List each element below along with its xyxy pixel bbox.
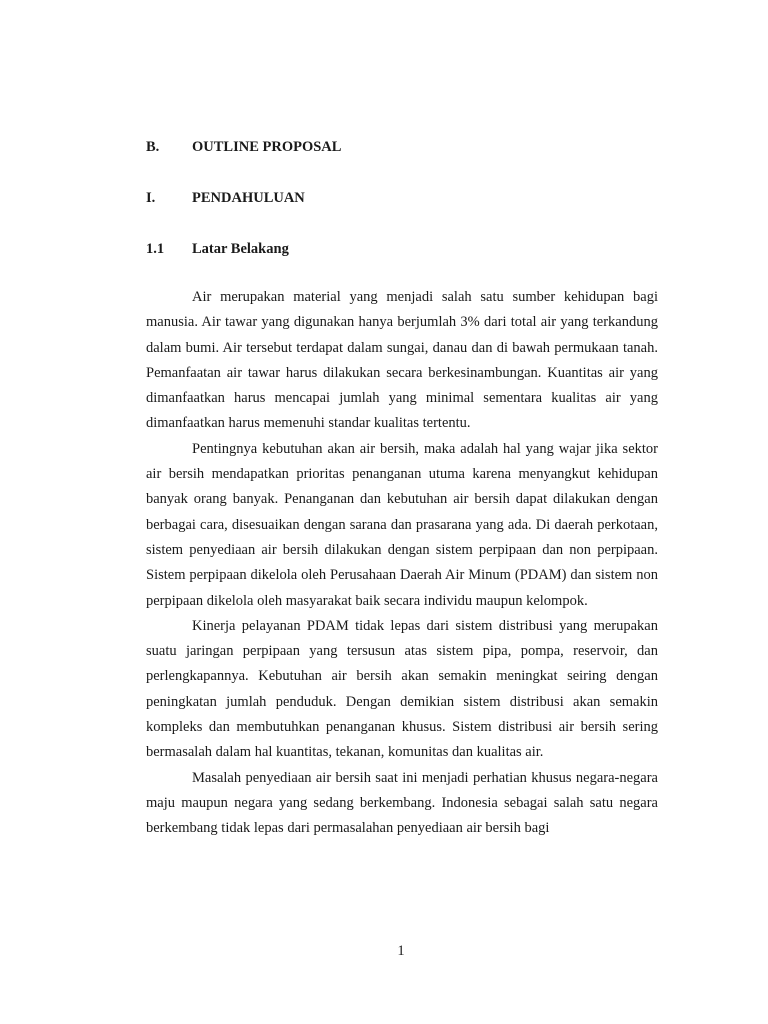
section-number: B. xyxy=(146,139,160,155)
paragraph: Air merupakan material yang menjadi salah satu sumber kehidupan bagi manusia. Air tawar yang digunakan hanya berjumlah 3% dari total air yang terkandung dalam bumi. Air tersebut terdapat dalam sungai, danau dan di bawah permukaan tanah. Pemanfaatan air tawar harus dilakukan secara berkesinambungan. Kuantitas air yang dimanfaatkan harus mencapai jumlah yang minimal sementara kualitas air yang dimanfaatkan harus memenuhi standar kualitas tertentu. xyxy=(146,289,658,432)
body-text xyxy=(146,285,658,842)
paragraph: Kinerja pelayanan PDAM tidak lepas dari sistem distribusi yang merupakan suatu jaringan perpipaan yang tersusun atas sistem pipa, pompa, reservoir, dan perlengkapannya. Kebutuhan air bersih akan semakin meningkat seiring dengan peningkatan jumlah penduduk. Dengan demikian sistem distribusi akan semakin kompleks dan membutuhkan penanganan khusus. Sistem distribusi air bersih sering bermasalah dalam hal kuantitas, tekanan, komunitas dan kualitas air. xyxy=(146,617,658,761)
subsection-number: 1.1 xyxy=(146,241,165,257)
page-number: 1 xyxy=(397,943,405,959)
section-title: OUTLINE PROPOSAL xyxy=(192,139,342,155)
paragraph: Pentingnya kebutuhan akan air bersih, maka adalah hal yang wajar jika sektor air bersih mendapatkan prioritas penanganan utuma karena menyangkut kehidupan banyak orang banyak. Penanganan dan kebutuhan air bersih dapat dilakukan dengan berbagai cara, disesuaikan dengan sarana dan prasarana yang ada. Di daerah perkotaan, sistem penyediaan air bersih dilakukan dengan sistem perpipaan dan non perpipaan. Sistem perpipaan dikelola oleh Perusahaan Daerah Air Minum (PDAM) dan sistem non perpipaan dikelola oleh masyarakat baik secara individu maupun kelompok. xyxy=(146,440,658,609)
paragraph: Masalah penyediaan air bersih saat ini menjadi perhatian khusus negara-negara maju maupun negara yang sedang berkembang. Indonesia sebagai salah satu negara berkembang tidak lepas dari permasalahan penyediaan air bersih bagi xyxy=(146,769,658,837)
chapter-title: PENDAHULUAN xyxy=(192,190,305,206)
chapter-number: I. xyxy=(146,190,156,206)
subsection-title: Latar Belakang xyxy=(192,241,289,257)
